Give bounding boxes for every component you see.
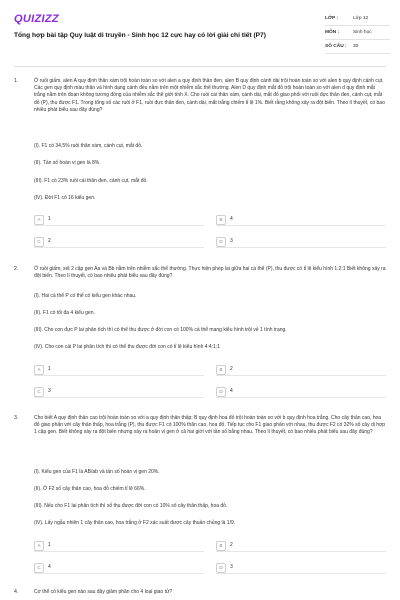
answer-option-b[interactable] (216, 214, 386, 226)
option-letter: C (34, 387, 44, 397)
option-value: 3 (230, 564, 233, 570)
option-letter: B (216, 541, 226, 551)
answer-option-a[interactable] (34, 540, 204, 552)
option-value: 2 (230, 542, 233, 548)
option-letter: D (216, 237, 226, 247)
option-letter: A (34, 541, 44, 551)
meta-row-count (325, 40, 390, 54)
option-value: 2 (230, 366, 233, 372)
meta-key: MÔN : (325, 30, 340, 35)
statement: (IV). Cho con cái P lai phân tích thì có thể thu được đời con có tỉ lệ kiểu hình 4:4:1:1 (34, 344, 221, 350)
statement: (I). Kiểu gen của F1 là AB/ab và tần số hoán vị gen 20%. (34, 469, 160, 475)
statement: (IV). Đời F1 có 16 kiểu gen. (34, 195, 96, 201)
statement: (II). Tần số hoán vị gen là 8%. (34, 160, 101, 166)
option-value: 1 (48, 366, 51, 372)
option-value: 3 (230, 238, 233, 244)
header (0, 0, 400, 62)
answer-option-b[interactable] (216, 540, 386, 552)
answer-option-a[interactable] (34, 214, 204, 226)
answer-option-d[interactable] (216, 386, 386, 398)
option-letter: A (34, 365, 44, 375)
option-letter: C (34, 237, 44, 247)
option-value: 4 (230, 388, 233, 394)
option-letter: D (216, 387, 226, 397)
question-text: Ở ruồi giấm, alen A quy định thân xám trội hoàn toàn so với alen a quy định thân đen, alen B quy định cánh dài trội hoàn toàn so với alen b quy định cánh cụt. Các gen quy định màu thân và hình dạng cánh đều nằm trên một nhiễm sắc thể thường. Alen D quy định mắt đỏ trội hoàn toàn so với alen d quy định mắt trắng nằm trên đoạn không tương đồng của nhiễm sắc thể giới tính X. Cho ruồi cái thân xám, cánh dài, mắt đỏ giao phối với ruồi đực thân đen, cánh cụt, mắt đỏ (P), thu được F1. Trong tổng số các ruồi ở F1, ruồi đực thân đen, cánh dài, mắt trắng chiếm tỉ lệ 1%. Biết rằng không xảy ra đột biến. Theo lí thuyết, có bao nhiêu phát biểu sau đây đúng? (34, 78, 385, 113)
statement: (III). Nếu cho F1 lai phân tích thì số thu được đời con có 10% số cây thân thấp, hoa đỏ. (34, 503, 228, 509)
divider (14, 66, 386, 67)
answer-option-c[interactable] (34, 386, 204, 398)
statement: (II). F1 có tối đa 4 kiểu gen. (34, 310, 95, 316)
meta-value: Sinh học (353, 30, 372, 35)
question-text: Cho biết A quy định thân cao trội hoàn toàn so với a quy định thân thấp; B quy định hoa đỏ trội hoàn toàn so với b quy định hoa trắng. Cho cây thân cao, hoa đỏ giao phấn với cây thân thấp, hoa trắng (P), thu được F1 có 100% thân cao, hoa đỏ. Tiếp tục cho F1 giao phấn với nhau, thu được F2 có 32% số cây dị hợp 1 cặp gen. Biết không xảy ra đột biến nhưng xảy ra hoán vị gen ở cả hai giới với tần số bằng nhau. Theo lí thuyết, có bao nhiêu phát biểu sau đây đúng? (34, 415, 386, 436)
option-value: 4 (48, 564, 51, 570)
quizizz-logo: QUIZIZZ (14, 13, 59, 25)
statement: (I). Hai cá thể P có thể có kiểu gen khác nhau. (34, 293, 137, 299)
answer-option-a[interactable] (34, 364, 204, 376)
answer-option-b[interactable] (216, 364, 386, 376)
statement: (I). F1 có 34,5% ruồi thân xám, cánh cụt, mắt đỏ. (34, 143, 143, 149)
statement: (II). Ở F2 số cây thân cao, hoa đỏ chiếm tỉ lệ 66%. (34, 486, 146, 492)
meta-key: SỐ CÂU : (325, 44, 347, 49)
question-number: 3. (14, 415, 19, 421)
question-number: 4. (14, 589, 19, 595)
question-number: 2. (14, 266, 19, 272)
option-value: 1 (48, 216, 51, 222)
meta-key: LỚP : (325, 16, 339, 21)
option-value: 1 (48, 542, 51, 548)
meta-row-subject (325, 26, 390, 40)
question-text: Cơ thể có kiểu gen nào sau đây giảm phân cho 4 loại giao tử? (34, 589, 173, 595)
option-letter: B (216, 215, 226, 225)
answer-option-c[interactable] (34, 562, 204, 574)
answer-option-d[interactable] (216, 236, 386, 248)
option-value: 3 (48, 388, 51, 394)
option-letter: B (216, 365, 226, 375)
meta-value: Lớp 12 (353, 16, 369, 21)
meta-table (325, 12, 390, 54)
statement: (IV). Lấy ngẫu nhiên 1 cây thân cao, hoa trắng ở F2 xác suất được cây thuần chủng là 1/9. (34, 520, 236, 526)
statement: (III). Cho con đực P lai phân tích thì có thể thu được ở đời con có 100% cá thể mang kiểu hình trội về 1 tính trạng. (34, 327, 287, 333)
answer-option-c[interactable] (34, 236, 204, 248)
option-value: 4 (230, 216, 233, 222)
page-title: Tổng hợp bài tập Quy luật di truyền - Sinh học 12 cực hay có lời giải chi tiết (P7) (14, 32, 266, 39)
option-value: 2 (48, 238, 51, 244)
option-letter: D (216, 563, 226, 573)
statement: (III). F1 có 23% ruồi cái thân đen, cánh cụt, mắt đỏ. (34, 178, 148, 184)
option-letter: A (34, 215, 44, 225)
meta-value: 30 (353, 44, 359, 49)
answer-option-d[interactable] (216, 562, 386, 574)
meta-row-grade (325, 12, 390, 26)
question-number: 1. (14, 78, 19, 84)
option-letter: C (34, 563, 44, 573)
question-text: Ở ruồi giấm, xét 2 cặp gen Aa và Bb nằm trên nhiễm sắc thể thường. Thực hiện phép lai giữa hai cá thể (P), thu được có tỉ lệ kiểu hình 1:2:1 Biết không xảy ra đột biến. Theo lí thuyết, có bao nhiêu phát biểu sau đây đúng? (34, 266, 386, 280)
